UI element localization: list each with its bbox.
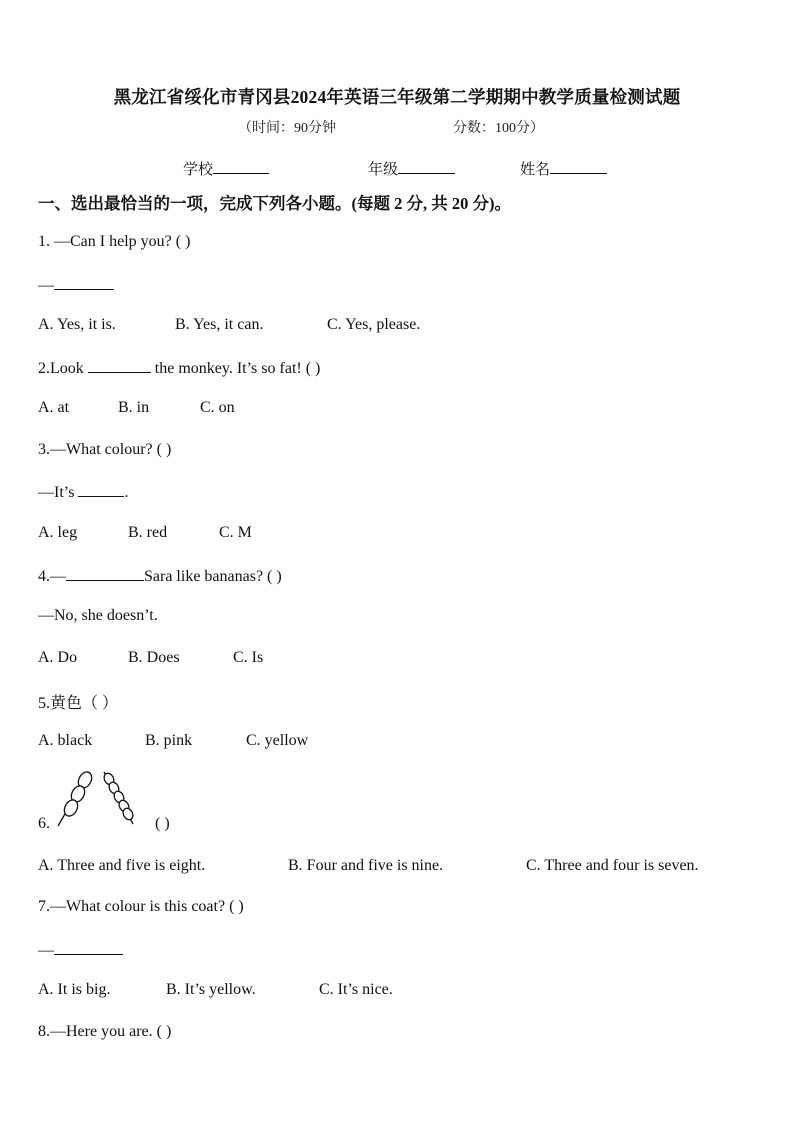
school-blank[interactable] xyxy=(213,159,269,174)
q7-option-a[interactable]: A. It is big. xyxy=(38,981,111,998)
question-5: 5.黄色（ ） xyxy=(38,695,119,712)
q5-option-c[interactable]: C. yellow xyxy=(246,732,309,749)
exam-title: 黑龙江省绥化市青冈县2024年英语三年级第二学期期中教学质量检测试题 xyxy=(113,87,681,107)
question-7-answer: — xyxy=(38,940,123,960)
q4-option-a[interactable]: A. Do xyxy=(38,649,78,666)
q4-option-b[interactable]: B. Does xyxy=(128,649,180,666)
exam-score: 分数：100分） xyxy=(453,121,544,136)
question-2: 2.Look the monkey. It’s so fat! ( ) xyxy=(38,360,321,377)
q1-option-c[interactable]: C. Yes, please. xyxy=(327,316,421,333)
q3-option-a[interactable]: A. leg xyxy=(38,524,78,541)
question-3: 3.—What colour? ( ) xyxy=(38,441,172,458)
answer-blank[interactable] xyxy=(88,358,151,373)
q2-option-a[interactable]: A. at xyxy=(38,399,70,416)
name-blank[interactable] xyxy=(550,159,607,174)
q6-option-a[interactable]: A. Three and five is eight. xyxy=(38,857,206,874)
q3-option-c[interactable]: C. M xyxy=(219,524,252,541)
q7-option-b[interactable]: B. It’s yellow. xyxy=(166,981,256,998)
q5-option-a[interactable]: A. black xyxy=(38,732,93,749)
q2-option-c[interactable]: C. on xyxy=(200,399,235,416)
question-6-number: 6. xyxy=(38,815,50,832)
question-7: 7.—What colour is this coat? ( ) xyxy=(38,898,244,915)
q6-option-c[interactable]: C. Three and four is seven. xyxy=(526,857,699,874)
q1-option-b[interactable]: B. Yes, it can. xyxy=(175,316,264,333)
question-6-paren: ( ) xyxy=(155,815,170,832)
answer-blank[interactable] xyxy=(78,482,124,497)
q1-option-a[interactable]: A. Yes, it is. xyxy=(38,316,116,333)
q3-option-b[interactable]: B. red xyxy=(128,524,168,541)
question-4: 4.— Sara like bananas? ( ) xyxy=(38,568,282,585)
question-1-answer: — xyxy=(38,275,114,295)
skewers-icon xyxy=(54,768,154,832)
grade-label: 年级 xyxy=(368,162,399,178)
question-3-answer: —It’s . xyxy=(38,484,129,501)
q5-option-b[interactable]: B. pink xyxy=(145,732,193,749)
question-8: 8.—Here you are. ( ) xyxy=(38,1023,172,1040)
name-field xyxy=(520,158,607,179)
q7-option-c[interactable]: C. It’s nice. xyxy=(319,981,393,998)
exam-time: （时间：90分钟 xyxy=(238,121,336,136)
q4-option-c[interactable]: C. Is xyxy=(233,649,264,666)
answer-blank[interactable] xyxy=(54,940,123,955)
question-1: 1. —Can I help you? ( ) xyxy=(38,233,191,250)
name-label: 姓名 xyxy=(520,162,551,178)
grade-blank[interactable] xyxy=(398,159,455,174)
section-heading: 一、选出最恰当的一项，完成下列各小题。(每题 2 分, 共 20 分)。 xyxy=(38,194,511,213)
q6-option-b[interactable]: B. Four and five is nine. xyxy=(288,857,444,874)
grade-field xyxy=(368,158,455,179)
school-label: 学校 xyxy=(183,162,214,178)
q2-option-b[interactable]: B. in xyxy=(118,399,150,416)
answer-blank[interactable] xyxy=(54,275,114,290)
answer-blank[interactable] xyxy=(66,566,144,581)
school-field xyxy=(183,158,269,179)
question-4-reply: —No, she doesn’t. xyxy=(38,607,158,624)
